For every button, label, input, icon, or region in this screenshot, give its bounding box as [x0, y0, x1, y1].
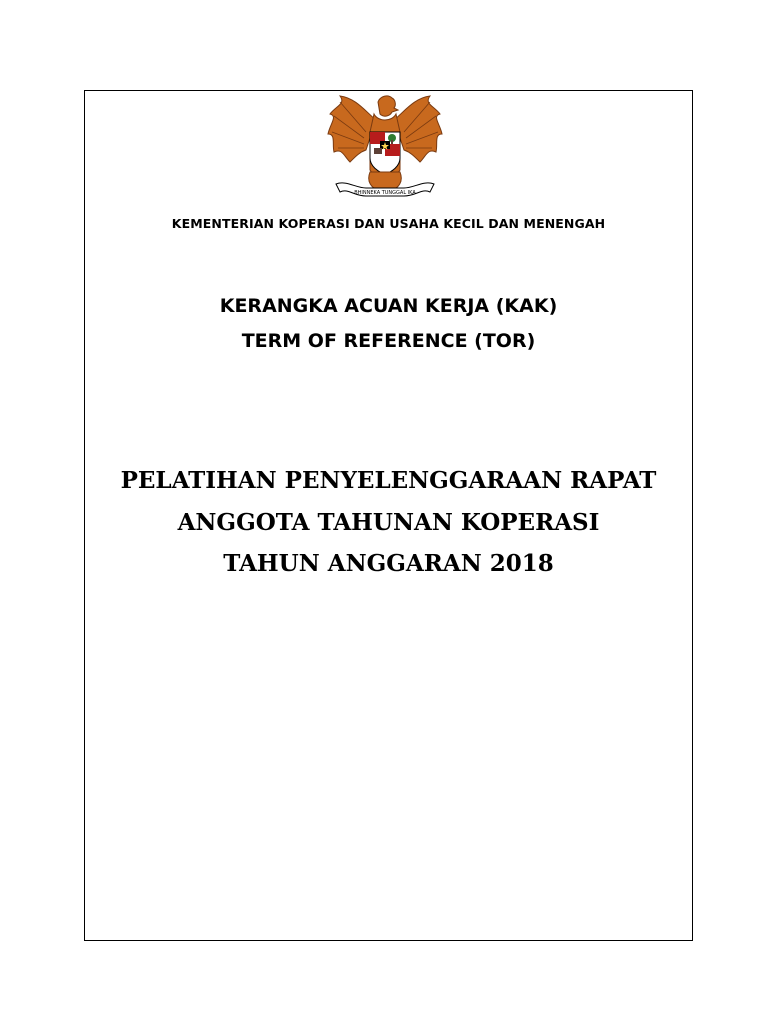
document-title-line-2: ANGGOTA TAHUNAN KOPERASI	[177, 509, 600, 536]
subtitle-tor: TERM OF REFERENCE (TOR)	[241, 330, 536, 352]
ministry-name: KEMENTERIAN KOPERASI DAN USAHA KECIL DAN MENENGAH	[171, 216, 606, 231]
document-title-line-1: PELATIHAN PENYELENGGARAAN RAPAT	[120, 467, 657, 494]
emblem-motto: BHINNEKA TUNGGAL IKA	[354, 190, 416, 196]
subtitle-kak: KERANGKA ACUAN KERJA (KAK)	[219, 295, 558, 317]
garuda-emblem-icon	[326, 92, 444, 208]
document-title-line-3: TAHUN ANGGARAN 2018	[223, 550, 554, 577]
